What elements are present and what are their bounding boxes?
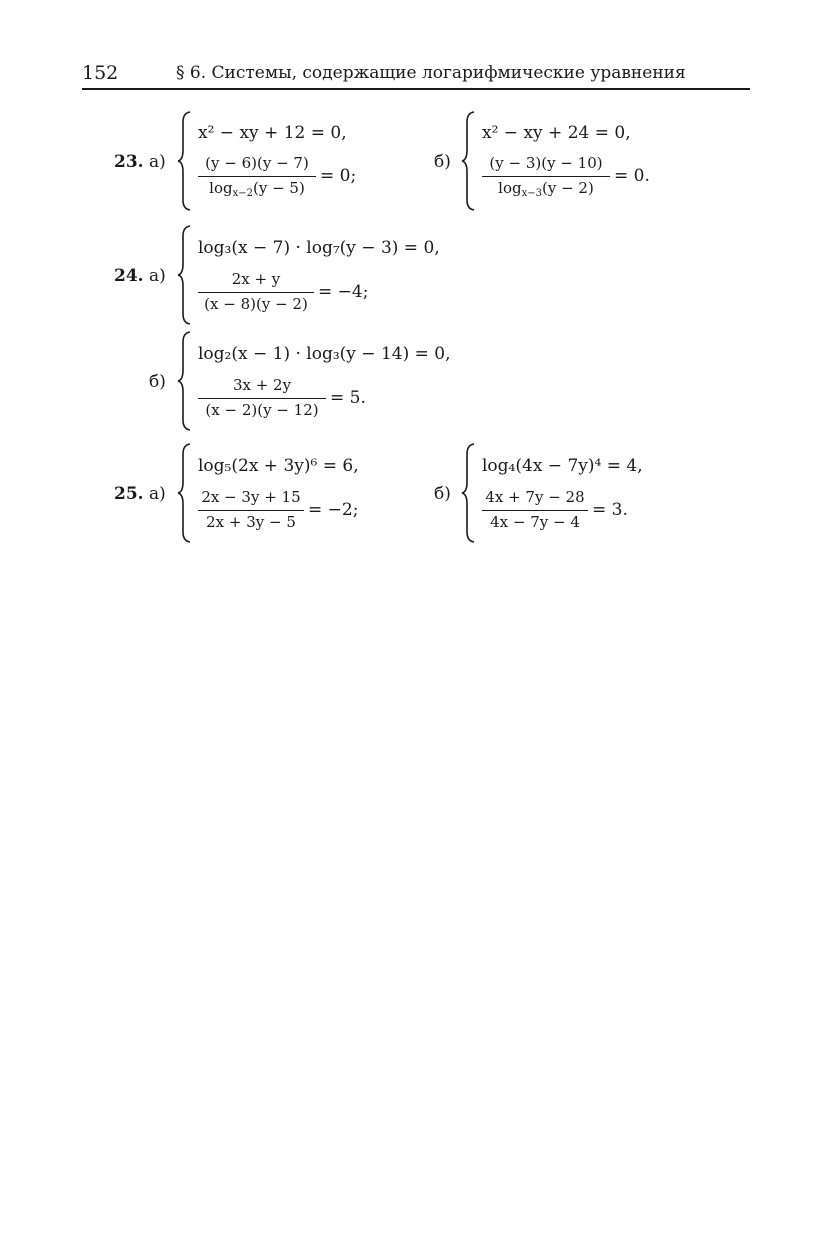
left-brace: [176, 330, 194, 432]
fraction-bar: [198, 292, 314, 293]
equation-1: x² − xy + 24 = 0,: [482, 123, 631, 143]
problem-24a-system: [176, 224, 496, 326]
right-hand-side: = −4;: [318, 282, 369, 302]
numerator: 3x + 2y: [232, 376, 292, 394]
equation-1: log₃(x − 7) · log₇(y − 3) = 0,: [198, 238, 440, 258]
numerator: 2x − 3y + 15: [201, 488, 301, 506]
problem-23-number: 23.: [114, 152, 144, 172]
right-hand-side: = −2;: [308, 500, 359, 520]
numerator: (y − 3)(y − 10): [489, 154, 603, 172]
problem-23a-label: а): [149, 152, 166, 172]
equation-1: log₄(4x − 7y)⁴ = 4,: [482, 456, 643, 476]
left-brace: [176, 442, 194, 544]
denominator: (x − 8)(y − 2): [204, 295, 308, 313]
problem-23b-label: б): [434, 152, 451, 172]
right-hand-side: = 0;: [320, 166, 357, 186]
problem-25b-system: [460, 442, 710, 544]
fraction-bar: [482, 176, 610, 177]
fraction-bar: [482, 510, 588, 511]
problem-25a-label: а): [149, 484, 166, 504]
fraction-bar: [198, 176, 316, 177]
equation-1: log₅(2x + 3y)⁶ = 6,: [198, 456, 359, 476]
numerator: 4x + 7y − 28: [485, 488, 585, 506]
problem-24b-system: [176, 330, 496, 432]
page-number: 152: [82, 62, 119, 84]
left-brace: [176, 110, 194, 212]
page-header: [82, 62, 750, 90]
denominator: $\log_{x-2}(y - 5)$: [209, 179, 305, 199]
left-brace: [460, 442, 478, 544]
problem-25a-system: [176, 442, 426, 544]
denominator: 2x + 3y − 5: [206, 513, 296, 531]
equation-1: x² − xy + 12 = 0,: [198, 123, 347, 143]
running-title: § 6. Системы, содержащие логарифмические уравнения: [176, 63, 686, 83]
denominator: (x − 2)(y − 12): [205, 401, 319, 419]
equation-1: log₂(x − 1) · log₃(y − 14) = 0,: [198, 344, 451, 364]
problem-23b-system: [460, 110, 700, 212]
left-brace: [460, 110, 478, 212]
problem-23a-system: [176, 110, 416, 212]
right-hand-side: = 3.: [592, 500, 628, 520]
fraction-bar: [198, 510, 304, 511]
right-hand-side: = 0.: [614, 166, 650, 186]
problem-25-number: 25.: [114, 484, 144, 504]
numerator: (y − 6)(y − 7): [205, 154, 309, 172]
problem-25b-label: б): [434, 484, 451, 504]
problem-24a-label: а): [149, 266, 166, 286]
denominator: 4x − 7y − 4: [490, 513, 580, 531]
left-brace: [176, 224, 194, 326]
right-hand-side: = 5.: [330, 388, 366, 408]
denominator: $\log_{x-3}(y - 2)$: [498, 179, 594, 199]
problem-24b-label: б): [149, 372, 166, 392]
numerator: 2x + y: [231, 270, 281, 288]
problem-24-number: 24.: [114, 266, 144, 286]
fraction-bar: [198, 398, 326, 399]
